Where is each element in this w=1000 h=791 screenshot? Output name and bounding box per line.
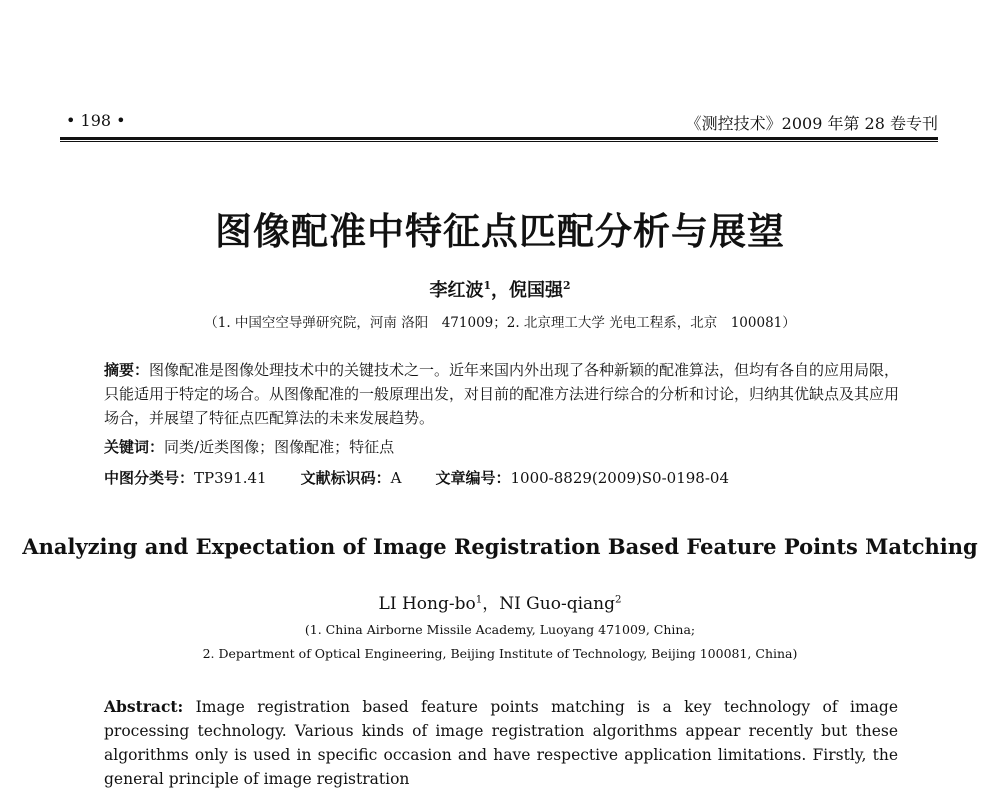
article-number-label: 文章编号： <box>435 469 511 487</box>
classification-codes <box>104 467 904 488</box>
chinese-abstract <box>104 358 904 430</box>
author-1-en-sup: 1 <box>475 594 483 606</box>
english-abstract-text: Image registration based feature points matching is a key technology of image processing technology. Various kinds of image registration algorithms appear recently but these algorithms only is used in specific occasion and have respective application limitations. Firstly, the general principle of image registration <box>104 698 898 788</box>
article-number-value: 1000-8829(2009)S0-0198-04 <box>510 469 729 487</box>
chinese-affiliation: （1. 中国空空导弹研究院，河南 洛阳 471009；2. 北京理工大学 光电工程系，北京 100081） <box>204 315 796 331</box>
chinese-keywords <box>104 436 904 457</box>
chinese-keywords-text: 同类/近类图像；图像配准；特征点 <box>164 438 395 456</box>
clc-label: 中图分类号： <box>104 469 195 487</box>
author-1-cn: 李红波 <box>429 280 484 301</box>
doc-code-label: 文献标识码： <box>300 469 391 487</box>
author-separator-en: ， <box>482 594 500 614</box>
author-2-cn-sup: 2 <box>563 279 571 292</box>
english-authors <box>0 589 1000 614</box>
chinese-authors <box>0 276 1000 302</box>
author-2-cn: 倪国强 <box>509 280 563 301</box>
journal-name: 《测控技术》2009 年第 28 卷专刊 <box>685 114 938 133</box>
english-abstract-label: Abstract: <box>104 697 184 716</box>
english-affiliation-line-2: 2. Department of Optical Engineering, Beijing Institute of Technology, Beijing 100081, China) <box>202 646 798 661</box>
clc-value: TP391.41 <box>194 469 267 487</box>
english-title: Analyzing and Expectation of Image Registration Based Feature Points Matching <box>22 534 978 559</box>
header-rule-thick <box>60 137 938 140</box>
author-2-en: NI Guo-qiang <box>499 594 615 614</box>
chinese-keywords-label: 关键词： <box>104 438 165 456</box>
english-affiliation-line-1: (1. China Airborne Missile Academy, Luoyang 471009, China; <box>304 622 696 637</box>
running-header <box>66 111 938 133</box>
chinese-title: 图像配准中特征点匹配分析与展望 <box>215 209 785 253</box>
chinese-abstract-label: 摘要： <box>104 361 150 379</box>
english-abstract <box>104 695 898 791</box>
header-rule-thin <box>60 141 938 142</box>
page-number: • 198 • <box>66 111 126 130</box>
chinese-abstract-text: 图像配准是图像处理技术中的关键技术之一。近年来国内外出现了各种新颖的配准算法，但均有各自的应用局限，只能适用于特定的场合。从图像配准的一般原理出发，对目前的配准方法进行综合的分析和讨论，归纳其优缺点及其应用场合，并展望了特征点匹配算法的未来发展趋势。 <box>104 361 900 427</box>
author-2-en-sup: 2 <box>614 594 622 606</box>
author-1-cn-sup: 1 <box>483 279 491 292</box>
doc-code-value: A <box>390 469 402 487</box>
author-separator-cn: ， <box>491 280 509 301</box>
author-1-en: LI Hong-bo <box>378 594 476 614</box>
